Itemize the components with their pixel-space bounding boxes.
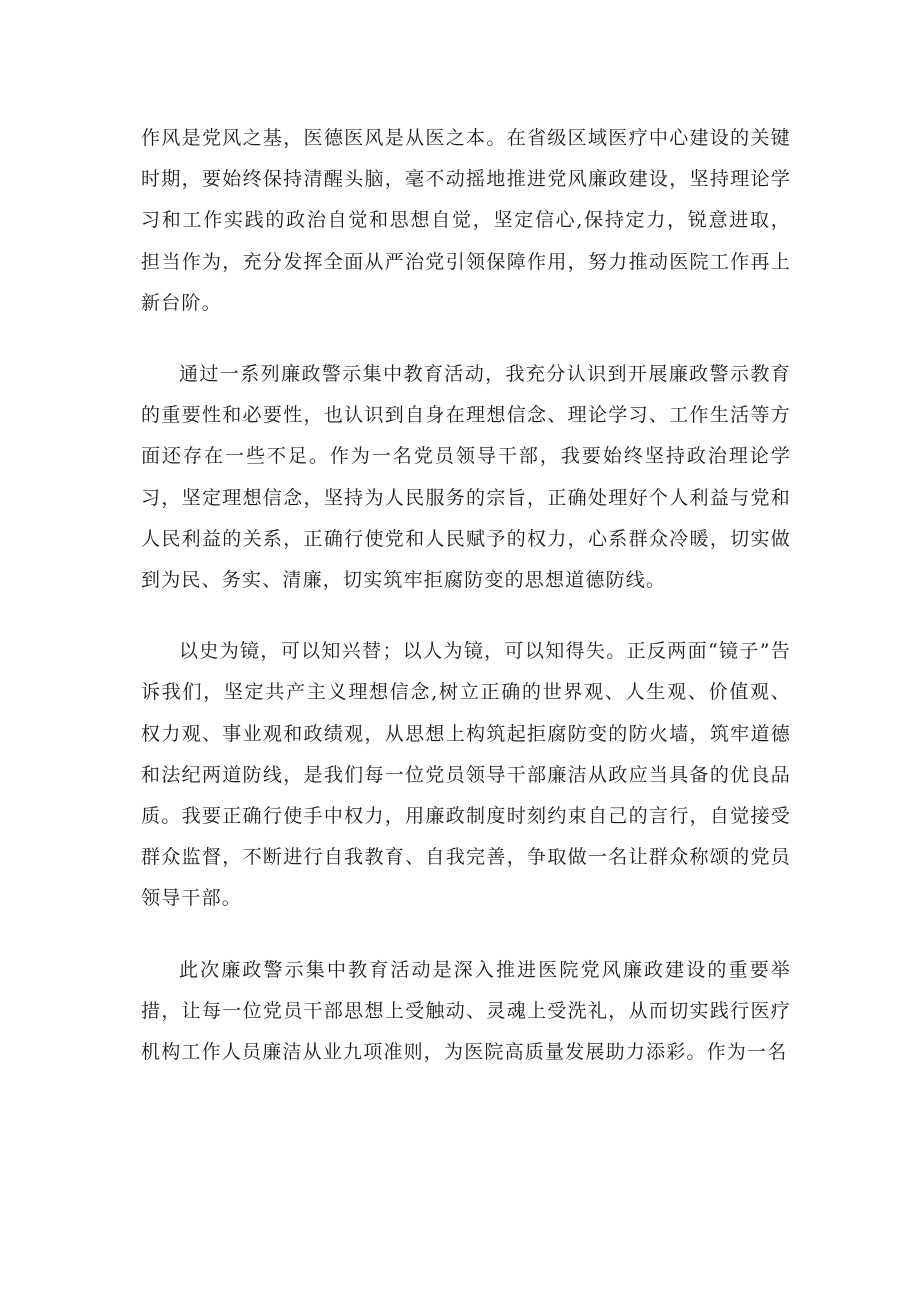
document-body <box>141 118 791 1103</box>
paragraph-1: 作风是党风之基，医德医风是从医之本。在省级区域医疗中心建设的关键时期，要始终保持清醒头脑，毫不动摇地推进党风廉政建设，坚持理论学习和工作实践的政治自觉和思想自觉，坚定信心,保持定力，锐意进取，担当作为，充分发挥全面从严治党引领保障作用，努力推动医院工作再上新台阶。 <box>141 127 791 314</box>
paragraph-4: 此次廉政警示集中教育活动是深入推进医院党风廉政建设的重要举措，让每一位党员干部思想上受触动、灵魂上受洗礼，从而切实践行医疗机构工作人员廉洁从业九项准则，为医院高质量发展助力添彩。作为一名 <box>141 958 791 1064</box>
paragraph-2: 通过一系列廉政警示集中教育活动，我充分认识到开展廉政警示教育的重要性和必要性，也认识到自身在理想信念、理论学习、工作生活等方面还存在一些不足。作为一名党员领导干部，我要始终坚持政治理论学习，坚定理想信念，坚持为人民服务的宗旨，正确处理好个人利益与党和人民利益的关系，正确行使党和人民赋予的权力，心系群众冷暖，切实做到为民、务实、清廉，切实筑牢拒腐防变的思想道德防线。 <box>141 363 791 592</box>
paragraph-3: 以史为镜，可以知兴替；以人为镜，可以知得失。正反两面“镜子”告诉我们，坚定共产主义理想信念,树立正确的世界观、人生观、价值观、权力观、事业观和政绩观，从思想上构筑起拒腐防变的防火墙，筑牢道德和法纪两道防线，是我们每一位党员领导干部廉洁从政应当具备的优良品质。我要正确行使手中权力，用廉政制度时刻约束自己的言行，自觉接受群众监督，不断进行自我教育、自我完善，争取做一名让群众称颂的党员领导干部。 <box>141 640 791 910</box>
